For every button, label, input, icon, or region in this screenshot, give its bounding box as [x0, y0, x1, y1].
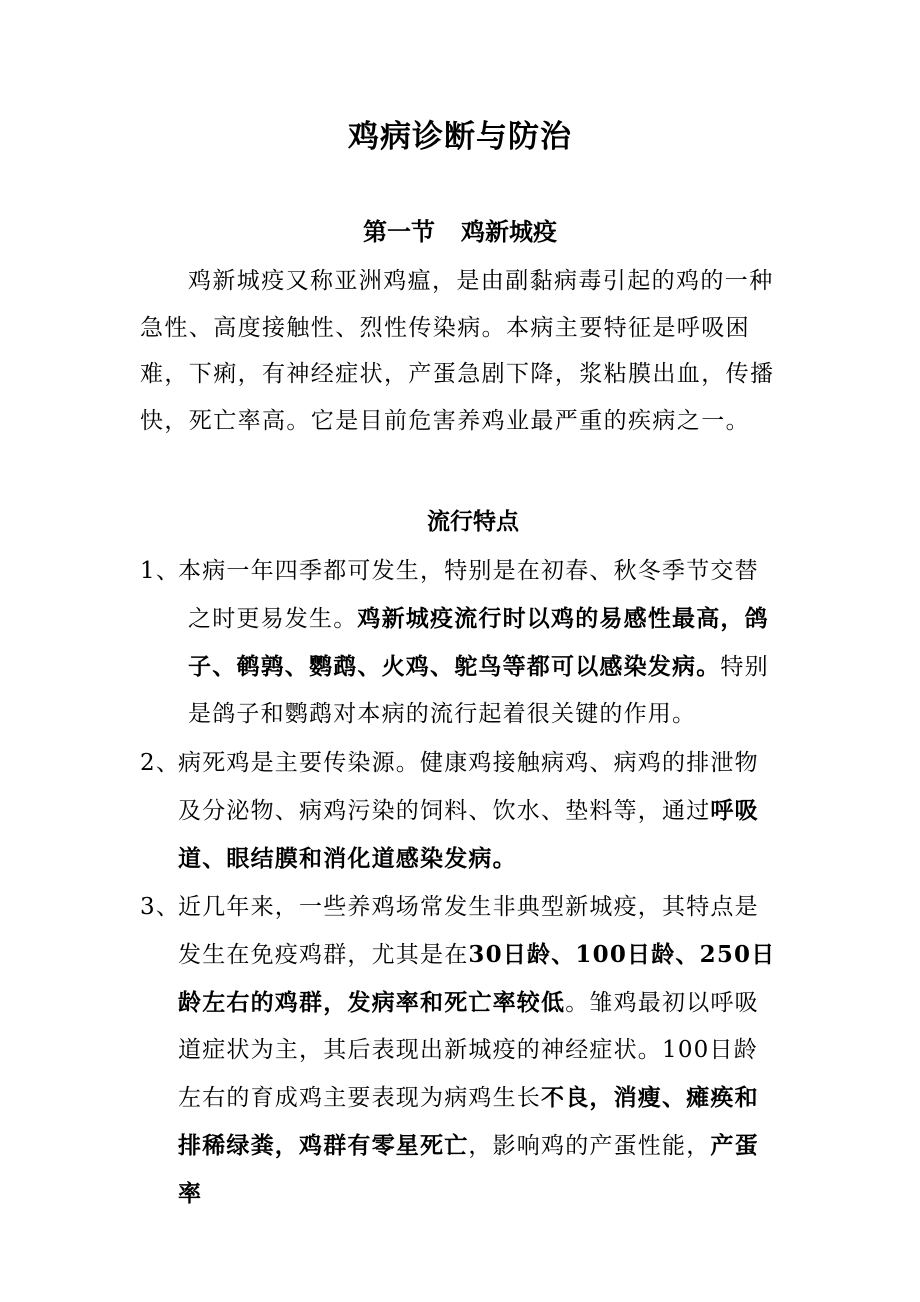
section-heading — [0, 212, 920, 252]
list-item-text — [178, 548, 780, 738]
list-item-number: 2、 — [140, 750, 181, 776]
item-text: 近几年来，一些养鸡场常发生非典型新城疫，其特点是发生在免疫鸡群，尤其是在 — [178, 894, 759, 968]
list-item-number: 1、 — [140, 558, 181, 584]
section-name: 鸡新城疫 — [461, 217, 557, 246]
item-text: 本病一年四季都可发生，特别是在初春、秋冬季节交替 — [178, 558, 759, 584]
item-bold-text: 不良，消瘦、瘫痪和排稀绿粪，鸡群有零星死亡 — [178, 1084, 759, 1159]
item-bold-text: 产蛋率 — [178, 1132, 759, 1207]
item-text: 特别是鸽子和鹦鹉对本病的流行起着很关键的作用。 — [188, 654, 769, 727]
item-text: 病死鸡是主要传染源。健康鸡接触病鸡、病鸡的排泄物及分泌物、病鸡污染的饲料、饮水、垫料等，通过 — [178, 750, 759, 824]
list-item — [140, 548, 780, 738]
list-item — [140, 884, 780, 1218]
list-item — [140, 740, 780, 883]
item-text: ，影响鸡的产蛋性能， — [468, 1133, 711, 1159]
item-bold-text: 鸡新城疫流行时以鸡的易感性最高，鸽子、鹌鹑、鹦鹉、火鸡、鸵鸟等都可以感染发病。 — [188, 605, 769, 680]
item-bold-text: 30日龄、100日龄、250日龄左右的鸡群，发病率和死亡率较低 — [178, 941, 776, 1016]
list-item-number: 3、 — [140, 894, 181, 920]
section-label: 第一节 — [363, 217, 435, 246]
item-text: 。雏鸡最初以呼吸道症状为主，其后表现出新城疫的神经症状。100日龄左右的育成鸡主要表现为病鸡生长 — [178, 990, 759, 1111]
list-item-text — [178, 884, 780, 1218]
intro-paragraph: 鸡新城疫又称亚洲鸡瘟，是由副黏病毒引起的鸡的一种急性、高度接触性、烈性传染病。本病主要特征是呼吸困难，下痢，有神经症状，产蛋急剧下降，浆粘膜出血，传播快，死亡率高。它是目前危害养鸡业最严重的疾病之一。 — [140, 268, 775, 434]
item-bold-text: 呼吸道、眼结膜和消化道感染发病。 — [178, 797, 759, 872]
epidemic-heading: 流行特点 — [427, 508, 519, 535]
document-title: 鸡病诊断与防治 — [348, 119, 572, 155]
list-item-text — [178, 740, 780, 883]
item-text: 之时更易发生。 — [188, 606, 358, 632]
